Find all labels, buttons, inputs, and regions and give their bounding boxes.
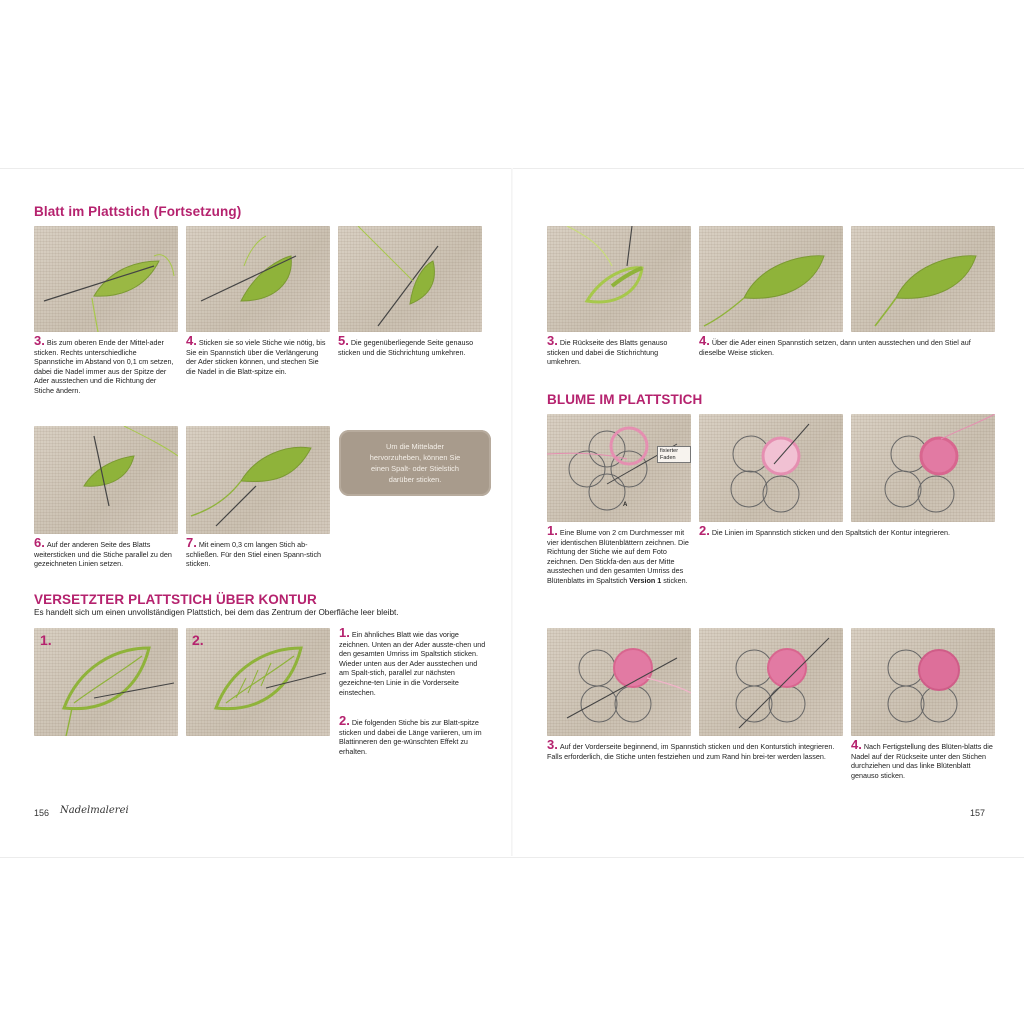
gutter <box>511 168 513 856</box>
caption-kontur-2: 2. Die folgenden Stiche bis zur Blatt-spitze sticken und dabei die Länge variieren, um im Blattinneren den ge-wünschten Effekt zu erhalten. <box>339 713 482 756</box>
page-number-left: 156 <box>34 808 50 818</box>
caption-flower-4: 4. Nach Fertigstellung des Blüten-blatts die Nadel auf der Rückseite unter den Stichen durchziehen und das linke Blütenblatt genauso sticken. <box>851 737 993 780</box>
leaf-illustration <box>699 226 843 332</box>
flower-illustration <box>851 628 995 736</box>
photo-step-3 <box>34 226 178 332</box>
photo-flower-4 <box>547 628 691 736</box>
leaf-illustration <box>186 226 330 332</box>
leaf-illustration <box>186 426 330 534</box>
photo-step-7 <box>186 426 330 534</box>
flower-illustration <box>547 628 691 736</box>
leaf-illustration <box>547 226 691 332</box>
caption-step-4: 4. Sticken sie so viele Stiche wie nötig, bis Sie ein Spannstich über die Verlängerung der Ader sticken können, und stechen Sie die Nadel in die Blatt-spitze ein. <box>186 333 326 376</box>
section-title-versetzter: VERSETZTER PLATTSTICH ÜBER KONTUR <box>34 592 317 607</box>
caption-flower-3: 3. Auf der Vorderseite beginnend, im Spannstich sticken und den Konturstich integrieren. Falls erforderlich, die Stiche unten festziehen und zum Rand hin brei-ter werden lassen. <box>547 737 835 761</box>
caption-kontur-1: 1. Ein ähnliches Blatt wie das vorige zeichnen. Unten an der Ader ausste-chen und den gesamten Umriss im Spaltstich sticken. Wieder unten aus der Ader ausstechen und am Spalt-stich, parallel zur nächsten gezeichne-ten Linie in die Vorderseite einstechen. <box>339 625 486 697</box>
page-number-right: 157 <box>970 808 986 818</box>
caption-step-5: 5. Die gegenüberliegende Seite genauso sticken und die Stichrichtung umkehren. <box>338 333 474 357</box>
label-fixierter-faden: fixierter Faden <box>657 446 691 463</box>
caption-step-3: 3. Bis zum oberen Ende der Mittel-ader sticken. Rechts unterschiedliche Spannstiche im Abstand von 0,1 cm setzen, dabei die Nadel immer aus der Spitze der Ader ausstechen und die Richtung der Stiche ändern. <box>34 333 174 395</box>
flower-illustration <box>699 628 843 736</box>
marker-a: A <box>623 502 628 508</box>
leaf-illustration <box>338 226 482 332</box>
caption-r-step-4: 4. Über die Ader einen Spannstich setzen, dann unten ausstechen und den Stiel auf dieselbe Weise sticken. <box>699 333 971 357</box>
photo-r-step-4a <box>699 226 843 332</box>
photo-r-step-4b <box>851 226 995 332</box>
section-title-blatt: Blatt im Plattstich (Fortsetzung) <box>34 204 242 219</box>
leaf-illustration <box>34 426 178 534</box>
flower-illustration <box>699 414 843 522</box>
leaf-outline-illustration <box>186 628 330 736</box>
section-intro: Es handelt sich um einen unvollständigen Plattstich, bei dem das Zentrum der Oberfläche leer bleibt. <box>34 608 399 617</box>
running-title: Nadelmalerei <box>60 805 129 816</box>
caption-flower-1: 1. Eine Blume von 2 cm Durchmesser mit vier identischen Blütenblättern zeichnen. Die Richtung der Stiche wie auf dem Foto zeichnen. Den Stickfa-den aus der Mitte ausstechen und den gesamten Umriss des Blütenblatts im Spaltstich Version 1 sticken. <box>547 523 689 585</box>
caption-step-6: 6. Auf der anderen Seite des Blatts weitersticken und die Stiche parallel zu den gezeichneten Linien setzen. <box>34 535 172 569</box>
flower-illustration <box>547 414 691 522</box>
photo-label-2: 2. <box>192 632 204 648</box>
photo-step-4 <box>186 226 330 332</box>
caption-r-step-3: 3. Die Rückseite des Blatts genauso sticken und dabei die Stichrichtung umkehren. <box>547 333 668 367</box>
tip-callout: Um die Mittelader hervorzuheben, können Sie einen Spalt- oder Stielstich darüber sticken. <box>339 430 491 496</box>
photo-step-5 <box>338 226 482 332</box>
photo-kontur-2 <box>186 628 330 736</box>
photo-flower-1 <box>547 414 691 522</box>
caption-flower-2: 2. Die Linien im Spannstich sticken und den Spaltstich der Kontur integrieren. <box>699 523 950 538</box>
leaf-illustration <box>34 226 178 332</box>
photo-kontur-1 <box>34 628 178 736</box>
leaf-illustration <box>851 226 995 332</box>
photo-step-6 <box>34 426 178 534</box>
caption-step-7: 7. Mit einem 0,3 cm langen Stich ab-schließen. Für den Stiel einen Spann-stich sticken. <box>186 535 322 569</box>
photo-flower-6 <box>851 628 995 736</box>
section-title-blume: BLUME IM PLATTSTICH <box>547 392 703 407</box>
photo-r-step-3 <box>547 226 691 332</box>
photo-flower-2 <box>699 414 843 522</box>
flower-illustration <box>851 414 995 522</box>
photo-flower-5 <box>699 628 843 736</box>
photo-flower-3 <box>851 414 995 522</box>
leaf-outline-illustration <box>34 628 178 736</box>
photo-label-1: 1. <box>40 632 52 648</box>
